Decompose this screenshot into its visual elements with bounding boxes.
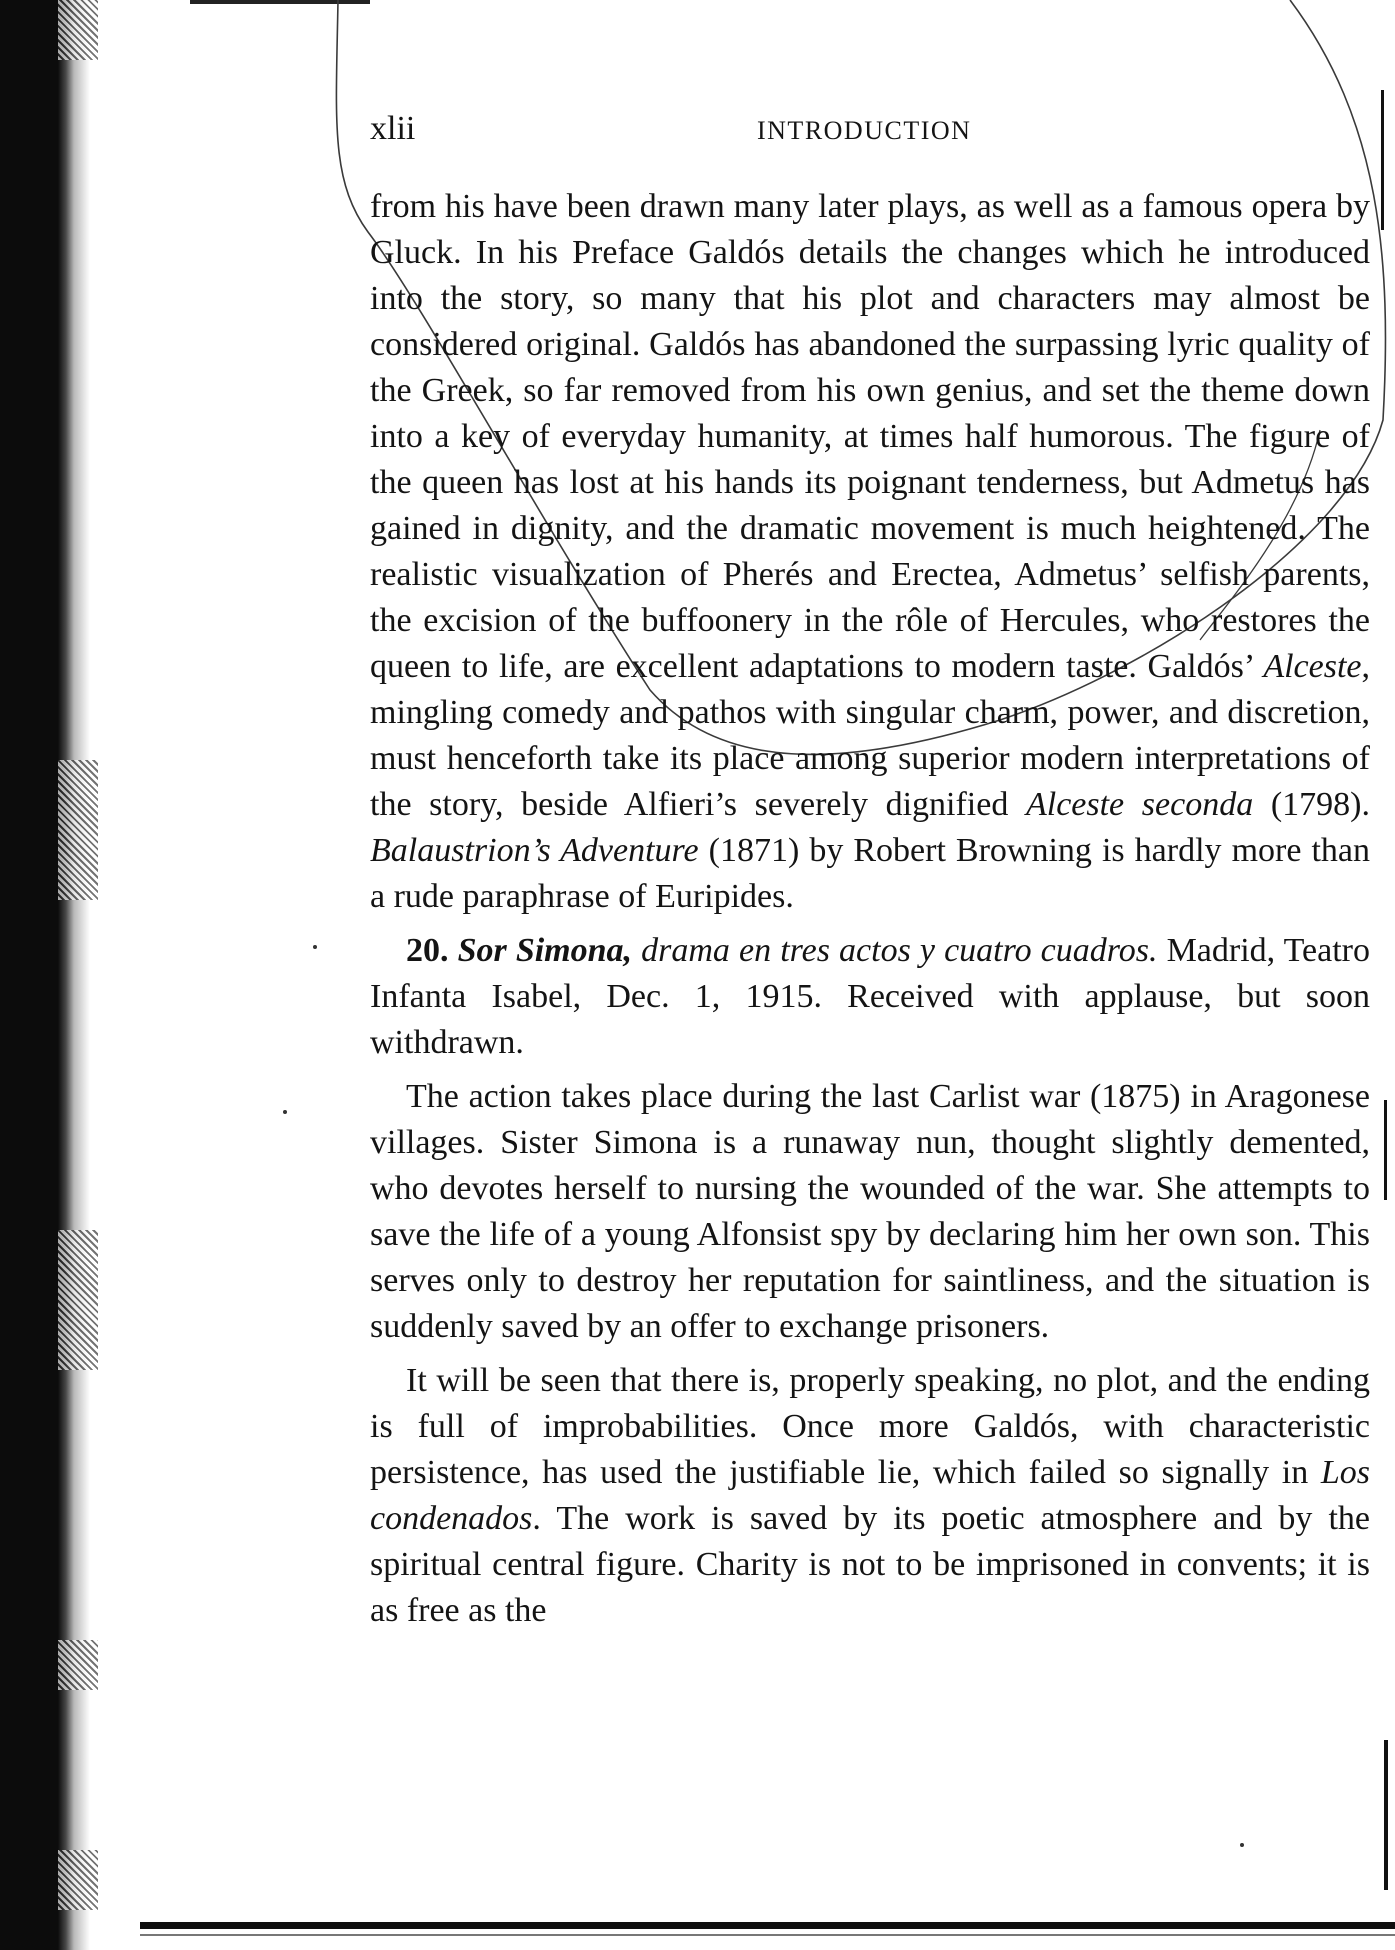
running-title: INTRODUCTION bbox=[757, 116, 972, 145]
text-run: from his have been drawn many later plays, as well as a famous opera by Gluck. In his Preface Galdós details the changes which he introduced into the story, so many that his plot and characters may almost be considered original. Galdós has abandoned the surpassing lyric quality of the Greek, so far removed from his own genius, and set the theme down into a key of everyday humanity, at times half humorous. The figure of the queen has lost at his hands its poignant tenderness, but Admetus has gained in dignity, and the dramatic movement is much heightened. The realistic visualization of Pherés and Erectea, Admetus’ selfish parents, the excision of the buffoonery in the rôle of Hercules, who restores the queen to life, are excellent adaptations to modern taste. Galdós’ bbox=[370, 188, 1370, 685]
text-run: . The work is saved by its poetic atmosphere and by the spiritual central figure. Charity is not to be imprisoned in convents; it is as free as the bbox=[370, 1500, 1370, 1629]
entry-number: 20. bbox=[406, 932, 449, 969]
paragraph bbox=[370, 928, 1370, 1066]
paragraph bbox=[370, 184, 1370, 920]
text-run: The action takes place during the last Carlist war (1875) in Aragonese villages. Sister Simona is a runaway nun, thought slightly demented, who devotes herself to nursing the wounded of the war. She attempts to save the life of a young Alfonsist spy by declaring him her own son. This serves only to destroy her reputation for saintliness, and the situation is suddenly saved by an offer to exchange prisoners. bbox=[370, 1078, 1370, 1345]
running-head bbox=[370, 110, 1370, 160]
paragraph bbox=[370, 1074, 1370, 1350]
page-content bbox=[370, 110, 1370, 1642]
text-run: , mingling comedy and pathos with singular charm, power, and discretion, must henceforth take its place among superior modern interpretations of the story, beside Alfieri’s severely dignified bbox=[370, 648, 1370, 823]
play-title bbox=[458, 932, 632, 969]
paragraph bbox=[370, 1358, 1370, 1634]
text-run: Madrid, Teatro Infanta Isabel, Dec. 1, 1915. Received with applause, but soon withdrawn. bbox=[370, 932, 1370, 1061]
page-number: xlii bbox=[370, 110, 416, 147]
emphasis: Sor Simona, bbox=[457, 932, 633, 969]
text-run: (1798). bbox=[1253, 786, 1370, 823]
text-run bbox=[449, 932, 458, 969]
italic-title: Alceste bbox=[1263, 648, 1362, 685]
italic-title: drama en tres actos y cuatro cuadros. bbox=[641, 932, 1158, 969]
text-run bbox=[632, 932, 641, 969]
italic-title: Los condenados bbox=[370, 1454, 1370, 1537]
body-text bbox=[370, 184, 1370, 1634]
text-run: (1871) by Robert Browning is hardly more than a rude paraphrase of Euripides. bbox=[370, 832, 1370, 915]
italic-title: Alceste seconda bbox=[1025, 786, 1254, 823]
italic-title: Balaustrion’s Adventure bbox=[370, 832, 699, 869]
text-run: It will be seen that there is, properly speaking, no plot, and the ending is full of improbabilities. Once more Galdós, with characteristic persistence, has used the justifiable lie, which failed so signally in bbox=[370, 1362, 1370, 1491]
